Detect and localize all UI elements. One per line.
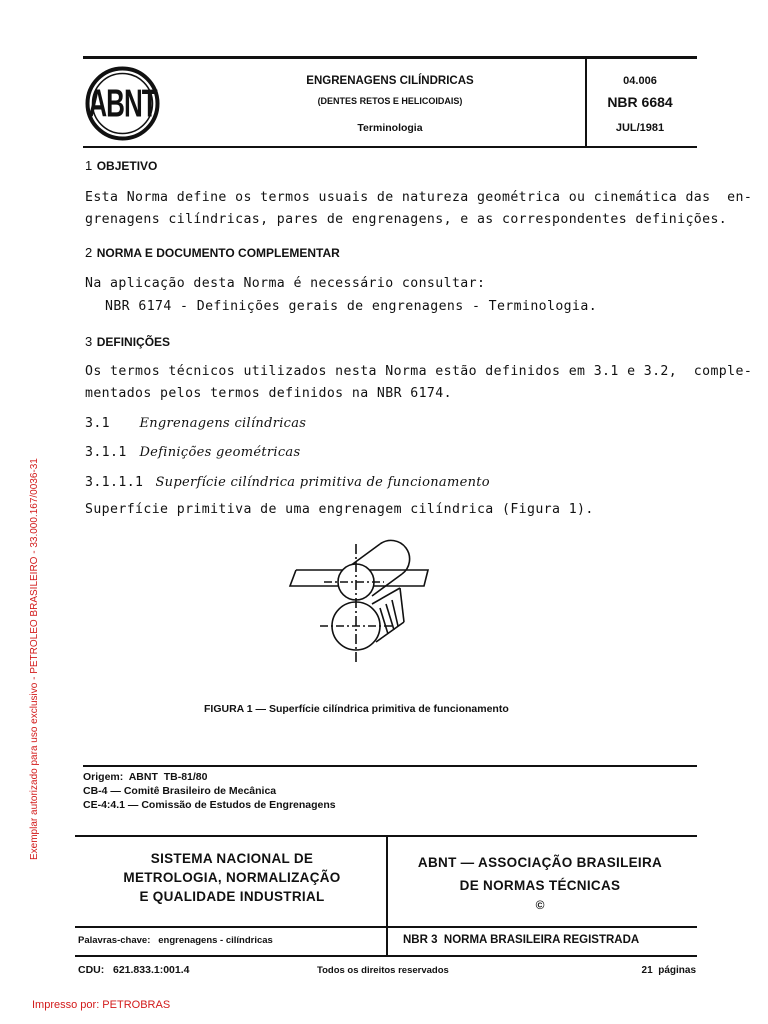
subsection-number: 3.1.1.1: [85, 475, 144, 490]
header-divider: [585, 58, 587, 147]
cdu-code: CDU: 621.833.1:001.4: [78, 964, 190, 976]
header-code: 04.006: [623, 75, 657, 87]
origin-top-rule: [83, 765, 697, 767]
origin-line-3: CE-4:4.1 — Comissão de Estudos de Engrenagens: [83, 799, 336, 811]
subsection-number: 3.1.1: [85, 445, 127, 460]
subsection-number: 3.1: [85, 416, 111, 431]
logo-text: ABNT: [88, 80, 157, 126]
header-norm: NBR 6684: [607, 94, 673, 110]
abnt-logo: [85, 66, 160, 141]
footer-box-divider: [386, 836, 388, 956]
footer-right-line-1: ABNT — ASSOCIAÇÃO BRASILEIRA: [417, 855, 663, 870]
page-count: 21 páginas: [641, 965, 696, 976]
section-title: NORMA E DOCUMENTO COMPLEMENTAR: [96, 246, 340, 260]
subsection-3-1-1-1: [85, 473, 490, 491]
origin-line-2: CB-4 — Comitê Brasileiro de Mecânica: [83, 785, 277, 797]
section-2-line-1: Na aplicação desta Norma é necessário consultar:: [85, 276, 486, 291]
header-category: Terminologia: [357, 122, 423, 134]
subsection-title: Definições geométricas: [139, 445, 301, 460]
header-top-rule: [83, 56, 697, 59]
figure-1-caption: FIGURA 1 — Superfície cilíndrica primitiva de funcionamento: [204, 703, 509, 715]
section-title: DEFINIÇÕES: [96, 335, 171, 349]
footer-right-line-2: DE NORMAS TÉCNICAS: [459, 878, 621, 893]
section-2-heading: [85, 244, 340, 262]
origin-line-1: Origem: ABNT TB-81/80: [83, 771, 208, 783]
figure-1-drawing: [280, 538, 440, 680]
footer-left-line-2: METROLOGIA, NORMALIZAÇÃO: [123, 870, 341, 885]
side-watermark: Exemplar autorizado para uso exclusivo - PETROLEO BRASILEIRO - 33.000.167/0036-31: [29, 458, 40, 860]
footer-left-line-3: E QUALIDADE INDUSTRIAL: [139, 889, 325, 904]
section-1-line-2: grenagens cilíndricas, pares de engrenagens, e as correspondentes definições.: [85, 212, 728, 227]
section-1-line-1: Esta Norma define os termos usuais de natureza geométrica ou cinemática das en-: [85, 190, 753, 205]
section-1-heading: [85, 157, 157, 175]
subsection-title: Superfície cilíndrica primitiva de funcionamento: [155, 475, 490, 490]
section-title: OBJETIVO: [96, 159, 158, 173]
keywords: Palavras-chave: engrenagens - cilíndricas: [78, 935, 273, 946]
header-date: JUL/1981: [615, 122, 665, 134]
subsection-title: Engrenagens cilíndricas: [139, 416, 307, 431]
header-bottom-rule: [83, 146, 697, 148]
section-3-line-2: mentados pelos termos definidos na NBR 6174.: [85, 386, 452, 401]
registered-norm: NBR 3 NORMA BRASILEIRA REGISTRADA: [403, 934, 640, 946]
section-number: 2: [85, 245, 93, 260]
section-3-line-1: Os termos técnicos utilizados nesta Norma estão definidos em 3.1 e 3.2, comple-: [85, 364, 753, 379]
header-title: ENGRENAGENS CILÍNDRICAS: [306, 75, 474, 87]
printed-by: Impresso por: PETROBRAS: [32, 999, 171, 1011]
copyright-symbol: ©: [535, 898, 545, 912]
subsection-3-1-1-1-body: Superfície primitiva de uma engrenagem cilíndrica (Figura 1).: [85, 502, 594, 517]
section-number: 3: [85, 334, 93, 349]
section-3-heading: [85, 333, 170, 351]
header-subtitle: (DENTES RETOS E HELICOIDAIS): [317, 96, 463, 106]
rights-notice: Todos os direitos reservados: [317, 965, 449, 976]
subsection-3-1-1: [85, 443, 300, 461]
section-2-line-2: NBR 6174 - Definições gerais de engrenagens - Terminologia.: [105, 299, 598, 314]
section-number: 1: [85, 158, 93, 173]
subsection-3-1: [85, 414, 306, 432]
footer-left-line-1: SISTEMA NACIONAL DE: [150, 851, 314, 866]
